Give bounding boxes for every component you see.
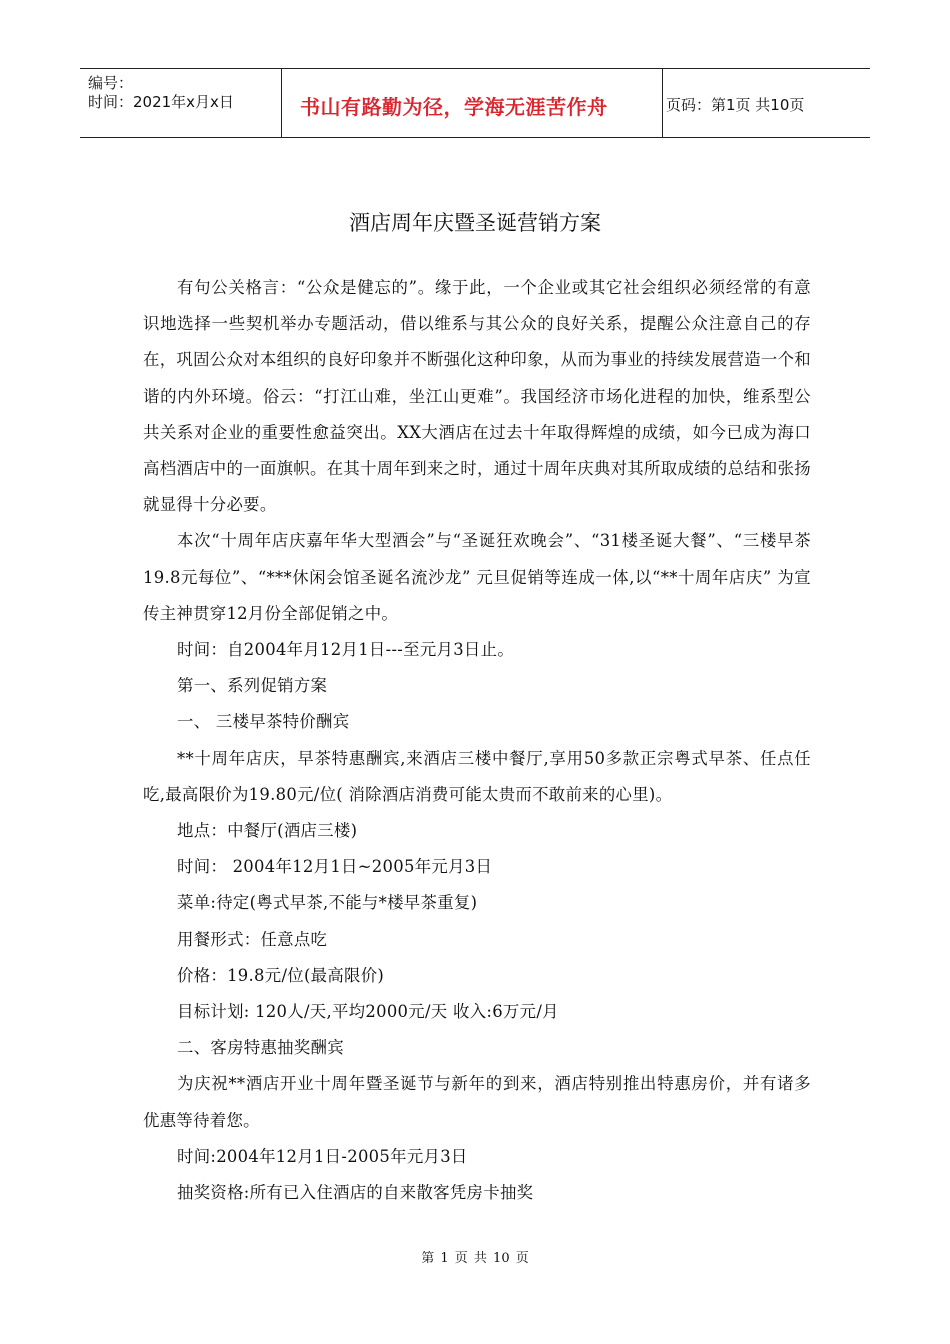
page-footer: 第 1 页 共 10 页: [421, 1251, 529, 1266]
document-number-label: 编号：: [88, 74, 134, 92]
breakfast-price: 价格：19.8元/位(最高限价): [177, 965, 385, 985]
header-motto: 书山有路勤为径，学海无涯苦作舟: [300, 95, 608, 119]
subsection-heading-rooms: 二、客房特惠抽奖酬宾: [177, 1038, 344, 1058]
header-motto-cell: [282, 69, 663, 137]
paragraph-scope: 本次“十周年店庆嘉年华大型酒会”与“圣诞狂欢晚会”、“31楼圣诞大餐”、“三楼早茶19.8元每位”、“***休闲会馆圣诞名流沙龙” 元旦促销等连成一体,以“**十周年店庆” 为宣传主神贯穿12月份全部促销之中。: [143, 531, 811, 623]
paragraph-time: 时间：自2004年月12月1日---至元月3日止。: [177, 640, 515, 660]
header-page-info: 页码：第1页 共10页: [666, 96, 805, 114]
document-body: [143, 270, 811, 1211]
page-header: [80, 68, 870, 138]
paragraph-rooms-desc: 为庆祝**酒店开业十周年暨圣诞节与新年的到来，酒店特别推出特惠房价，并有诸多优惠等待着您。: [143, 1074, 811, 1130]
breakfast-time: 时间： 2004年12月1日~2005年元月3日: [177, 857, 493, 877]
breakfast-dining-style: 用餐形式：任意点吃: [177, 929, 328, 949]
breakfast-menu: 菜单:待定(粤式早茶,不能与*楼早茶重复): [177, 893, 478, 913]
breakfast-location: 地点：中餐厅(酒店三楼): [177, 821, 358, 841]
rooms-lottery-eligibility: 抽奖资格:所有已入住酒店的自来散客凭房卡抽奖: [177, 1183, 534, 1203]
section-heading-promotions: 第一、系列促销方案: [177, 676, 328, 696]
header-meta-cell: [80, 69, 282, 137]
header-page-cell: [663, 69, 870, 137]
rooms-time: 时间:2004年12月1日-2005年元月3日: [177, 1146, 468, 1166]
document-date-label: 时间：2021年x月x日: [88, 93, 234, 111]
paragraph-intro: 有句公关格言：“公众是健忘的”。缘于此，一个企业或其它社会组织必须经常的有意识地选择一些契机举办专题活动，借以维系与其公众的良好关系，提醒公众注意自己的存在，巩固公众对本组织的良好印象并不断强化这种印象，从而为事业的持续发展营造一个和谐的内外环境。俗云：“打江山难，坐江山更难”。我国经济市场化进程的加快，维系型公共关系对企业的重要性愈益突出。XX大酒店在过去十年取得辉煌的成绩，如今已成为海口高档酒店中的一面旗帜。在其十周年到来之时，通过十周年庆典对其所取成绩的总结和张扬就显得十分必要。: [143, 278, 811, 515]
subsection-heading-breakfast: 一、 三楼早茶特价酬宾: [177, 712, 350, 732]
breakfast-target: 目标计划: 120人/天,平均2000元/天 收入:6万元/月: [177, 1002, 559, 1022]
paragraph-breakfast-desc: **十周年店庆，早茶特惠酬宾,来酒店三楼中餐厅,享用50多款正宗粤式早茶、任点任吃,最高限价为19.80元/位( 消除酒店消费可能太贵而不敢前来的心里)。: [143, 748, 811, 804]
document-title: 酒店周年庆暨圣诞营销方案: [349, 211, 601, 235]
